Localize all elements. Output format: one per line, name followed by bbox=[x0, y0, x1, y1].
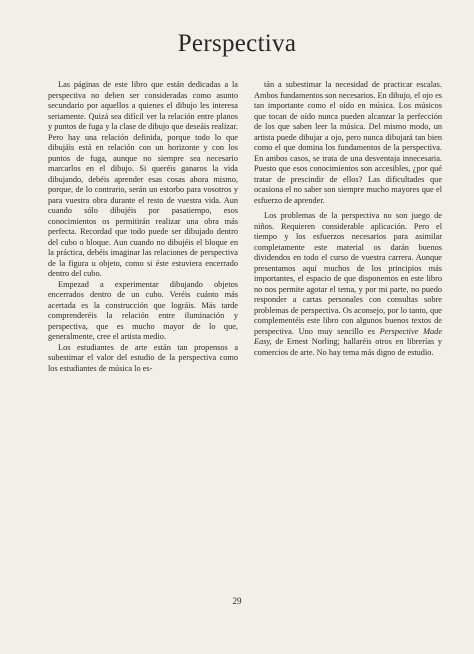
paragraph: Empezad a experimentar dibujando objetos encerrados dentro de un cubo. Veréis cuánto más acertada es la construcción que lográis. Más tarde comprenderéis la relación entre iluminación y perspectiva, que es mucho mayor de lo que, generalmente, cree el artista medio. bbox=[48, 279, 238, 341]
paragraph: Las páginas de este libro que están dedicadas a la perspectiva no deben ser consideradas como asunto secundario por aquellos a quienes el dibujo les interesa seriamente. Quizá sea difícil ver la relación entre planos y puntos de fuga y la clase de dibujo que deseáis realizar. Pero hay una relación definida, porque todo lo que dibujáis está en relación con un horizonte y con los puntos de fuga, aunque no siempre sea necesario marcarlos en el dibujo. Si queréis ganaros la vida dibujando, debéis aprender esas cosas ahora mismo, porque, de lo contrario, serán un estorbo para vosotros y para vuestra obra durante el resto de vuestra vida. Aun cuando sólo dibujéis por pasatiempo, esos conocimientos os permitirán realizar una obra más perfecta. Recordad que todo puede ser dibujado dentro del cubo o bloque. Aun cuando no dibujéis el bloque en la práctica, debéis imaginar las relaciones de perspectiva de la figura u objeto, como si éste estuviera encerrado dentro del cubo. bbox=[48, 80, 238, 278]
paragraph-text: de Ernest Norling; hallaréis otros en librerías y comercios de arte. No hay tema más digno de estudio. bbox=[254, 337, 442, 357]
page-title: Perspectiva bbox=[177, 30, 297, 57]
book-title: Perspective Made Easy, bbox=[254, 326, 443, 346]
right-column bbox=[254, 80, 442, 358]
paragraph-text: Los problemas de la perspectiva no son juego de niños. Requieren considerable aplicación. Pero el tiempo y los esfuerzos necesarios para asimilar completamente este material os darán buenos dividendos en todo el curso de vuestra carrera. Aunque presentamos aquí muchos de los principios más importantes, el espacio de que disponemos en este libro no nos permite agotar el tema, y por mi parte, no puedo responder a cartas personales con consultas sobre problemas de perspectiva. Os aconsejo, por lo tanto, que complementéis este libro con algunos buenos textos de perspectiva. Uno muy sencillo es bbox=[254, 211, 442, 336]
paragraph: tán a subestimar la necesidad de practicar escalas. Ambos fundamentos son necesarios. En dibujo, el ojo es tan importante como el oído en música. Los músicos que tocan de oído nunca pueden alcanzar la perfección de los que saben leer la música. Del mismo modo, un artista puede dibujar a ojo, pero nunca dibujará tan bien como el que domina los fundamentos de la perspectiva. En ambos casos, se trata de una desventaja innecesaria. Puesto que esos conocimientos son accesibles, ¿por qué tratar de prescindir de ellos? Las dificultades que ocasiona el no saber son siempre mucho mayores que el esfuerzo de aprender. bbox=[254, 80, 442, 205]
paragraph: Los estudiantes de arte están tan propensos a subestimar el valor del estudio de la perspectiva como los estudiantes de música lo es- bbox=[48, 342, 238, 373]
page-number: 29 bbox=[232, 596, 242, 606]
left-column bbox=[48, 80, 238, 374]
paragraph bbox=[254, 211, 442, 358]
